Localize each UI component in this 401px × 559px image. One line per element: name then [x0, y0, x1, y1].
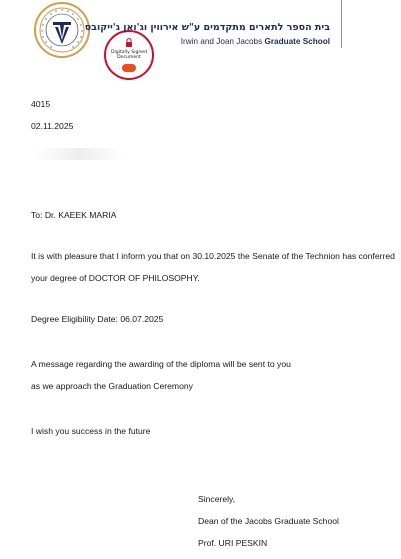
- closing: Sincerely,: [198, 494, 236, 504]
- english-school-name: [160, 37, 330, 46]
- english-school-name-prefix: Irwin and Joan Jacobs: [180, 37, 265, 46]
- signer-name: Prof. URI PESKIN: [198, 538, 268, 548]
- technion-seal-icon: [34, 2, 90, 58]
- wish-line: I wish you success in the future: [31, 426, 151, 436]
- letter-date: 02.11.2025: [31, 121, 74, 131]
- badge-logo-mark-icon: [122, 64, 136, 72]
- english-school-name-bold: Graduate School: [264, 37, 330, 46]
- body-line-2: your degree of DOCTOR OF PHILOSOPHY.: [31, 273, 200, 283]
- hebrew-school-name: בית הספר לתארים מתקדמים ע"ש אירווין וג'ואן ג'ייקובס: [84, 22, 330, 33]
- reference-number: 4015: [31, 99, 51, 109]
- signer-title: Dean of the Jacobs Graduate School: [198, 516, 339, 526]
- lock-icon: [125, 38, 133, 47]
- header-divider: [341, 0, 342, 48]
- redacted-blur: [34, 148, 124, 160]
- diploma-line-2: as we approach the Graduation Ceremony: [31, 381, 193, 391]
- eligibility-date: Degree Eligibility Date: 06.07.2025: [31, 314, 164, 324]
- diploma-line-1: A message regarding the awarding of the diploma will be sent to you: [31, 359, 291, 369]
- badge-line-2: Document: [117, 55, 141, 61]
- badge-line-1: Digitally Signed: [110, 50, 148, 55]
- recipient: To: Dr. KAEEK MARIA: [31, 210, 117, 220]
- digital-signature-badge: [104, 30, 154, 80]
- body-line-1: It is with pleasure that I inform you that on 30.10.2025 the Senate of the Technion has conferred: [31, 251, 395, 261]
